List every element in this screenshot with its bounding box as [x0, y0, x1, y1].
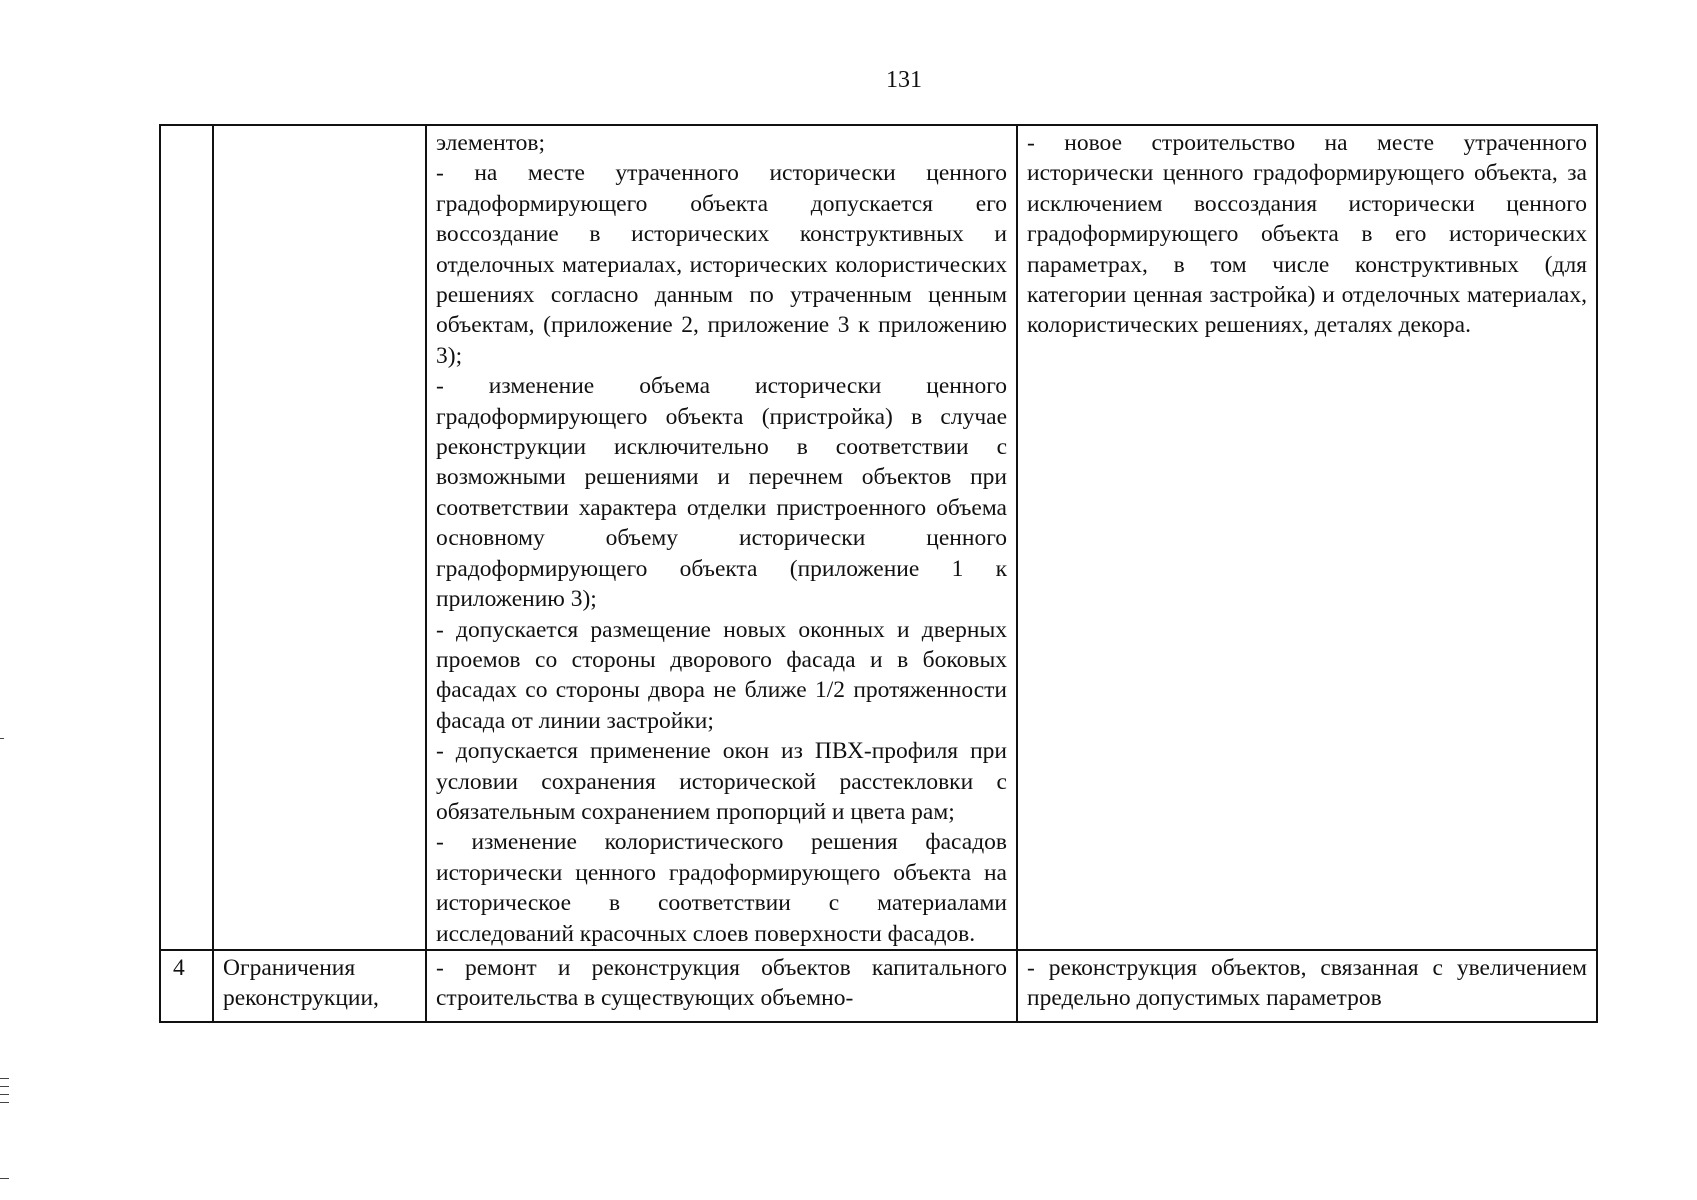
allowed-paragraph: - допускается размещение новых оконных и дверных проемов со стороны дворового фасада и в боковых фасадах со стороны двора не ближе 1/2 протяженности фасада от линии застройки; — [436, 616, 1007, 734]
scan-margin-mark — [0, 1178, 9, 1179]
row-number-cell — [160, 125, 213, 950]
row-name-cell — [213, 125, 426, 950]
scan-margin-mark — [0, 1078, 9, 1079]
allowed-cell — [426, 950, 1017, 1022]
allowed-paragraph: - изменение объема исторически ценного градоформирующего объекта (пристройка) в случае реконструкции исключительно в соответствии с возможными решениями и перечнем объектов при соответствии характера отделки пристроенного объема основному объему исторически ценного градоформирующего объекта (приложение 1 к приложению 3); — [436, 373, 1007, 613]
allowed-paragraph: - допускается применение окон из ПВХ-профиля при условии сохранения исторической расстекловки с обязательным сохранением пропорций и цвета рам; — [436, 738, 1007, 825]
forbidden-cell — [1017, 950, 1597, 1022]
page-number: 131 — [886, 67, 922, 93]
table-row — [160, 125, 1597, 950]
scan-margin-mark — [0, 738, 4, 739]
forbidden-paragraph: - реконструкция объектов, связанная с увеличением предельно допустимых параметров — [1027, 954, 1587, 1012]
forbidden-paragraph: - новое строительство на месте утраченного исторически ценного градоформирующего объекта, за исключением воссоздания исторически ценного градоформирующего объекта в его исторических параметрах, в том числе конструктивных (для категории ценная застройка) и отделочных материалах, колористических решениях, деталях декора. — [1027, 130, 1587, 339]
allowed-paragraph: - ремонт и реконструкция объектов капитального строительства в существующих объемно- — [436, 954, 1007, 1012]
row-number-cell: 4 — [160, 950, 213, 1022]
scan-margin-mark — [0, 1094, 9, 1095]
row-name-cell: Ограничения реконструкции, — [213, 950, 426, 1022]
forbidden-cell — [1017, 125, 1597, 950]
scan-margin-mark — [0, 1102, 9, 1103]
table-row — [160, 950, 1597, 1022]
allowed-paragraph: - изменение колористического решения фасадов исторически ценного градоформирующего объекта на историческое в соответствии с материалами исследований красочных слоев поверхности фасадов. — [436, 829, 1007, 947]
allowed-paragraph: элементов; — [436, 130, 546, 156]
scan-margin-mark — [0, 1086, 9, 1087]
regulations-table — [159, 124, 1598, 1023]
allowed-cell — [426, 125, 1017, 950]
allowed-paragraph: - на месте утраченного исторически ценного градоформирующего объекта допускается его воссоздание в исторических конструктивных и отделочных материалах, исторических колористических решениях согласно данным по утраченным ценным объектам, (приложение 2, приложение 3 к приложению 3); — [436, 160, 1007, 369]
